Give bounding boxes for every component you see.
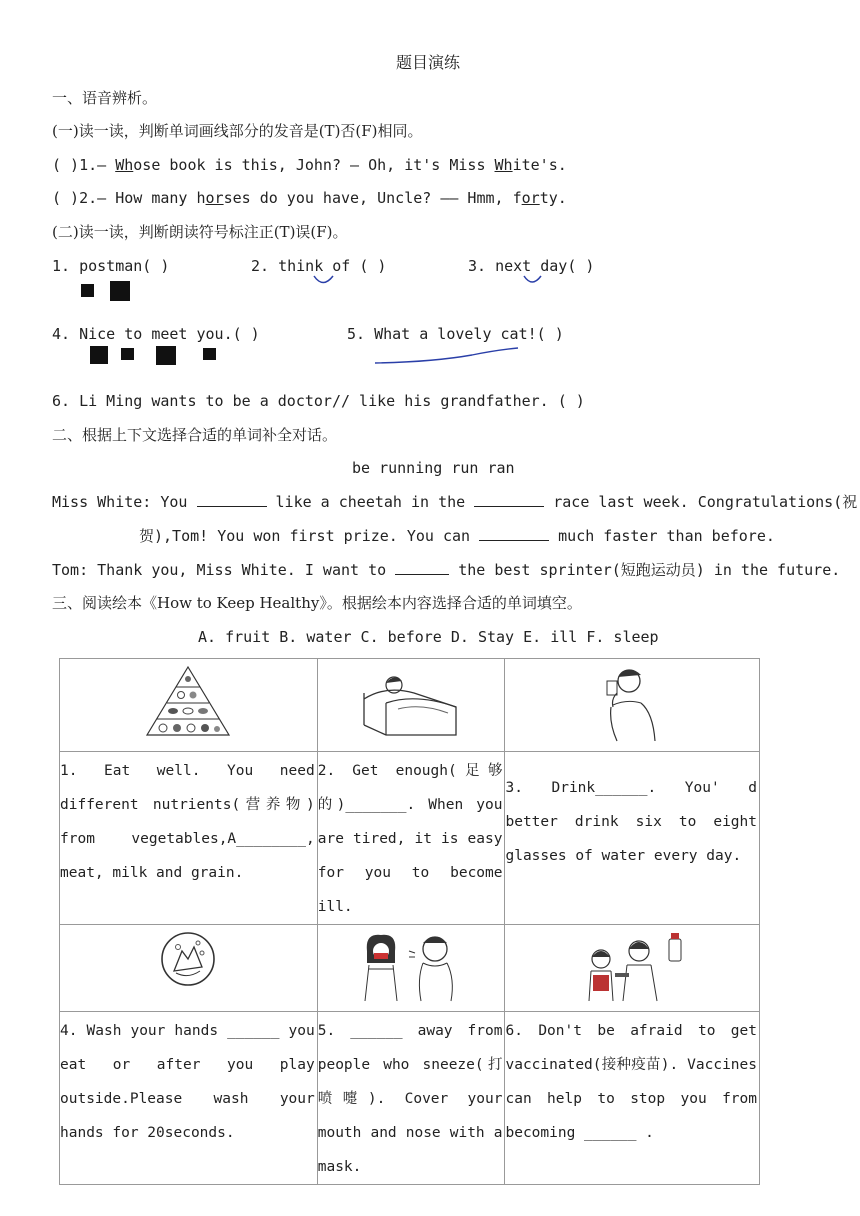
dialogue-line-3: Tom: Thank you, Miss White. I want to the best sprinter(短跑运动员) in the future. (52, 561, 841, 579)
part1-heading: (一)读一读，判断单词画线部分的发音是(T)否(F)相同。 (52, 122, 423, 140)
image-cell (505, 659, 760, 752)
picture-book-table (59, 658, 760, 1185)
section2-heading: 二、根据上下文选择合适的单词补全对话。 (52, 426, 338, 444)
hand-washing-icon (158, 929, 218, 989)
sneezing-people-icon (351, 929, 471, 1005)
food-pyramid-icon (143, 663, 233, 739)
text-cell (505, 1012, 760, 1185)
stress-mark-icon (110, 281, 130, 301)
item-3: 3. next day( ) (468, 257, 595, 275)
section3-heading: 三、阅读绘本《How to Keep Healthy》。根据绘本内容选择合适的单词填空。 (52, 594, 582, 612)
text-cell (505, 752, 760, 925)
cell-text-5: 5. ______ away from people who sneeze(打喷嚏). Cover your mouth and nose with a mask. (317, 1023, 503, 1175)
word-bank: be running run ran (352, 459, 515, 477)
image-cell (317, 659, 505, 752)
text-cell (317, 752, 505, 925)
image-cell (60, 659, 318, 752)
cell-text-3: 3. Drink______. You' d better drink six to eight glasses of water every day. (505, 780, 757, 864)
section1-heading: 一、语音辨析。 (52, 89, 158, 107)
stress-mark-icon (121, 348, 134, 360)
cell-text-4: 4. Wash your hands ______ you eat or after you play outside.Please wash your hands for 20seconds. (60, 1023, 315, 1141)
question-2: ( )2.— How many horses do you have, Uncle? —— Hmm, forty. (52, 189, 567, 207)
page-title: 题目演练 (396, 53, 461, 72)
item-5: 5. What a lovely cat!( ) (347, 325, 564, 343)
item-6: 6. Li Ming wants to be a doctor// like his grandfather. ( ) (52, 392, 585, 410)
text-cell (60, 752, 318, 925)
intonation-line-icon (372, 345, 522, 367)
vaccination-icon (577, 929, 687, 1005)
image-cell (60, 925, 318, 1012)
dialogue-line-2: 贺),Tom! You won first prize. You can much faster than before. (139, 527, 775, 545)
question-1: ( )1.— Whose book is this, John? — Oh, it's Miss White's. (52, 156, 567, 174)
drinking-child-icon (597, 663, 667, 745)
text-cell (317, 1012, 505, 1185)
cell-text-6: 6. Don't be afraid to get vaccinated(接种疫苗). Vaccines can help to stop you from becoming ______ . (505, 1023, 757, 1141)
text-cell (60, 1012, 318, 1185)
dialogue-line-1: Miss White: You like a cheetah in the race last week. Congratulations(祝 (52, 493, 858, 511)
sleeping-child-icon (356, 663, 466, 743)
linking-mark-icon (522, 273, 544, 287)
image-cell (317, 925, 505, 1012)
item-1: 1. postman( ) (52, 257, 170, 275)
stress-mark-icon (90, 346, 108, 364)
part2-heading: (二)读一读，判断朗读符号标注正(T)误(F)。 (52, 223, 348, 241)
cell-text-1: 1. Eat well. You need different nutrients(营养物) from vegetables,A________, meat, milk and grain. (60, 763, 315, 881)
options-line: A. fruit B. water C. before D. Stay E. ill F. sleep (198, 628, 659, 646)
cell-text-2: 2. Get enough(足够的)_______. When you are tired, it is easy for you to become ill. (317, 763, 503, 915)
item-4: 4. Nice to meet you.( ) (52, 325, 260, 343)
stress-mark-icon (81, 284, 94, 297)
image-cell (505, 925, 760, 1012)
stress-mark-icon (156, 346, 176, 365)
linking-mark-icon (312, 273, 336, 287)
stress-mark-icon (203, 348, 216, 360)
item-2: 2. think of ( ) (251, 257, 387, 275)
